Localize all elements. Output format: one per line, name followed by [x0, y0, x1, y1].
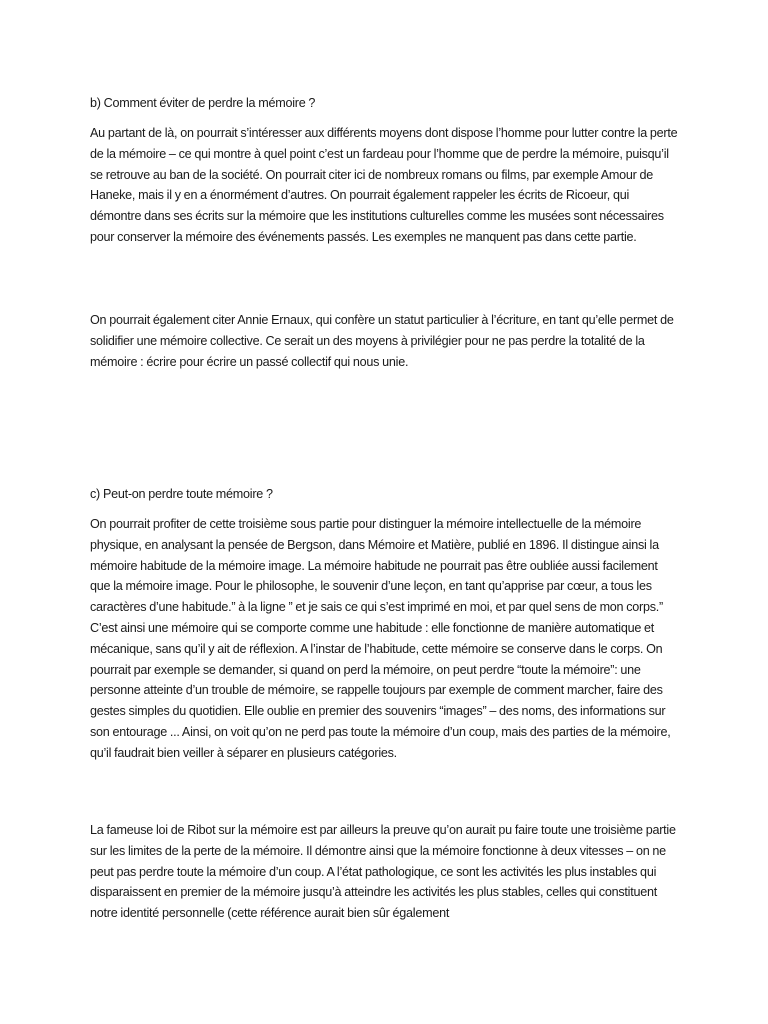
paragraph: On pourrait également citer Annie Ernaux, qui confère un statut particulier à l’écriture, en tant qu’elle permet de solidifier une mémoire collective. Ce serait un des moyens à privilégier pour ne pas perdre la totalité de la mémoire : écrire pour écrire un passé collectif qui nous unie. — [90, 313, 674, 369]
section-b-heading: b) Comment éviter de perdre la mémoire ? — [90, 96, 316, 110]
paragraph: La fameuse loi de Ribot sur la mémoire est par ailleurs la preuve qu’on aurait pu faire toute une troisième partie sur les limites de la perte de la mémoire. Il démontre ainsi que la mémoire fonctionne à deux vitesses – on ne peut pas perdre toute la mémoire d’un coup. A l’état pathologique, ce sont les activités les plus instables qui disparaissent en premier de la mémoire jusqu’à atteindre les activités les plus stables, celles qui constituent notre identité personnelle (cette référence aurait bien sûr également — [90, 823, 676, 921]
paragraph: On pourrait profiter de cette troisième sous partie pour distinguer la mémoire intellectuelle de la mémoire physique, en analysant la pensée de Bergson, dans Mémoire et Matière, publié en 1896. Il distingue ainsi la mémoire habitude de la mémoire image. La mémoire habitude ne pourrait pas être oubliée aussi facilement que la mémoire image. Pour le philosophe, le souvenir d’une leçon, en tant qu’apprise par cœur, a tous les caractères d’une habitude.” à la ligne ” et je sais ce qui s’est imprimé en moi, et par quel sens de mon corps.” C’est ainsi une mémoire qui se comporte comme une habitude : elle fonctionne de manière automatique et mécanique, sans qu’il y ait de réflexion. A l’instar de l’habitude, cette mémoire se conserve dans le corps. On pourrait par exemple se demander, si quand on perd la mémoire, on peut perdre “toute la mémoire”: une personne atteinte d’un trouble de mémoire, se rappelle toujours par exemple de comment marcher, faire des gestes simples du quotidien. Elle oublie en premier des souvenirs “images” – des noms, des informations sur son entourage ... Ainsi, on voit qu’on ne perd pas toute la mémoire d’un coup, mais des parties de la mémoire, qu’il faudrait bien veiller à séparer en plusieurs catégories. — [90, 517, 671, 760]
section-c-heading: c) Peut-on perdre toute mémoire ? — [90, 487, 273, 501]
paragraph: Au partant de là, on pourrait s’intéresser aux différents moyens dont dispose l’homme pour lutter contre la perte de la mémoire – ce qui montre à quel point c’est un fardeau pour l’homme que de perdre la mémoire, puisqu’il se retrouve au ban de la société. On pourrait citer ici de nombreux romans ou films, par exemple Amour de Haneke, mais il y en a énormément d’autres. On pourrait également rappeler les écrits de Ricoeur, qui démontre dans ses écrits sur la mémoire que les institutions culturelles comme les musées sont nécessaires pour conserver la mémoire des événements passés. Les exemples ne manquent pas dans cette partie. — [90, 126, 678, 244]
